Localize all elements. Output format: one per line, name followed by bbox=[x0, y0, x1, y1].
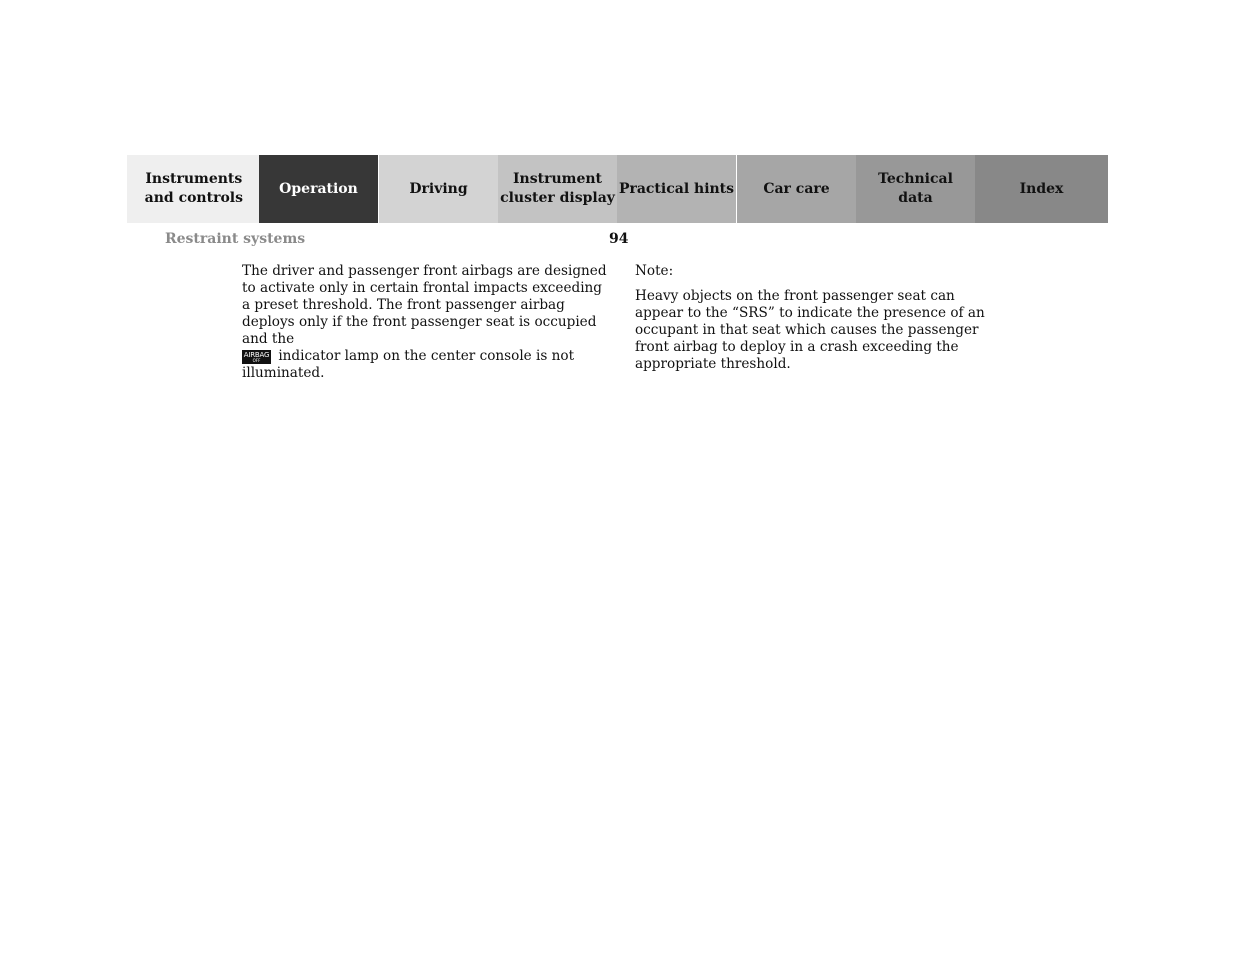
tab-label: Operation bbox=[279, 180, 358, 197]
page-number: 94 bbox=[609, 231, 629, 247]
tab-label: Technical data bbox=[878, 171, 953, 206]
tab-label: Driving bbox=[409, 180, 468, 197]
tab-index[interactable] bbox=[975, 155, 1108, 223]
tab-instrument-cluster-display[interactable] bbox=[498, 155, 617, 223]
tab-driving[interactable] bbox=[378, 155, 498, 223]
airbag-off-indicator-icon bbox=[242, 350, 271, 364]
tab-technical-data[interactable] bbox=[856, 155, 975, 223]
note-label: Note: bbox=[635, 263, 674, 279]
tab-label: Index bbox=[1019, 180, 1064, 197]
left-column bbox=[242, 263, 607, 382]
tab-label: Instruments and controls bbox=[144, 171, 243, 206]
airbag-paragraph-part1: The driver and passenger front airbags are designed to activate only in certain frontal impacts exceeding a preset threshold. The front passenger airbag deploys only if the front passenger seat is occupied and the bbox=[242, 263, 607, 347]
tab-label: Practical hints bbox=[618, 180, 735, 197]
tab-instruments-and-controls[interactable] bbox=[127, 155, 259, 223]
section-title: Restraint systems bbox=[165, 231, 306, 247]
tab-practical-hints[interactable] bbox=[617, 155, 737, 223]
tab-label: Instrument cluster display bbox=[500, 171, 615, 206]
section-tab-bar bbox=[127, 155, 1108, 223]
note-text: Heavy objects on the front passenger seat can appear to the “SRS” to indicate the presence of an occupant in that seat which causes the passenger front airbag to deploy in a crash exceeding the appropriate threshold. bbox=[635, 288, 985, 372]
airbag-paragraph-part2: indicator lamp on the center console is not illuminated. bbox=[242, 348, 575, 381]
tab-label: Car care bbox=[763, 180, 830, 197]
airbag-paragraph bbox=[242, 263, 607, 382]
right-column bbox=[635, 263, 1005, 373]
airbag-icon-subtext: OFF bbox=[252, 358, 261, 363]
tab-car-care[interactable] bbox=[737, 155, 856, 223]
airbag-icon-text: AIRBAG bbox=[243, 351, 270, 359]
tab-operation[interactable] bbox=[259, 155, 378, 223]
